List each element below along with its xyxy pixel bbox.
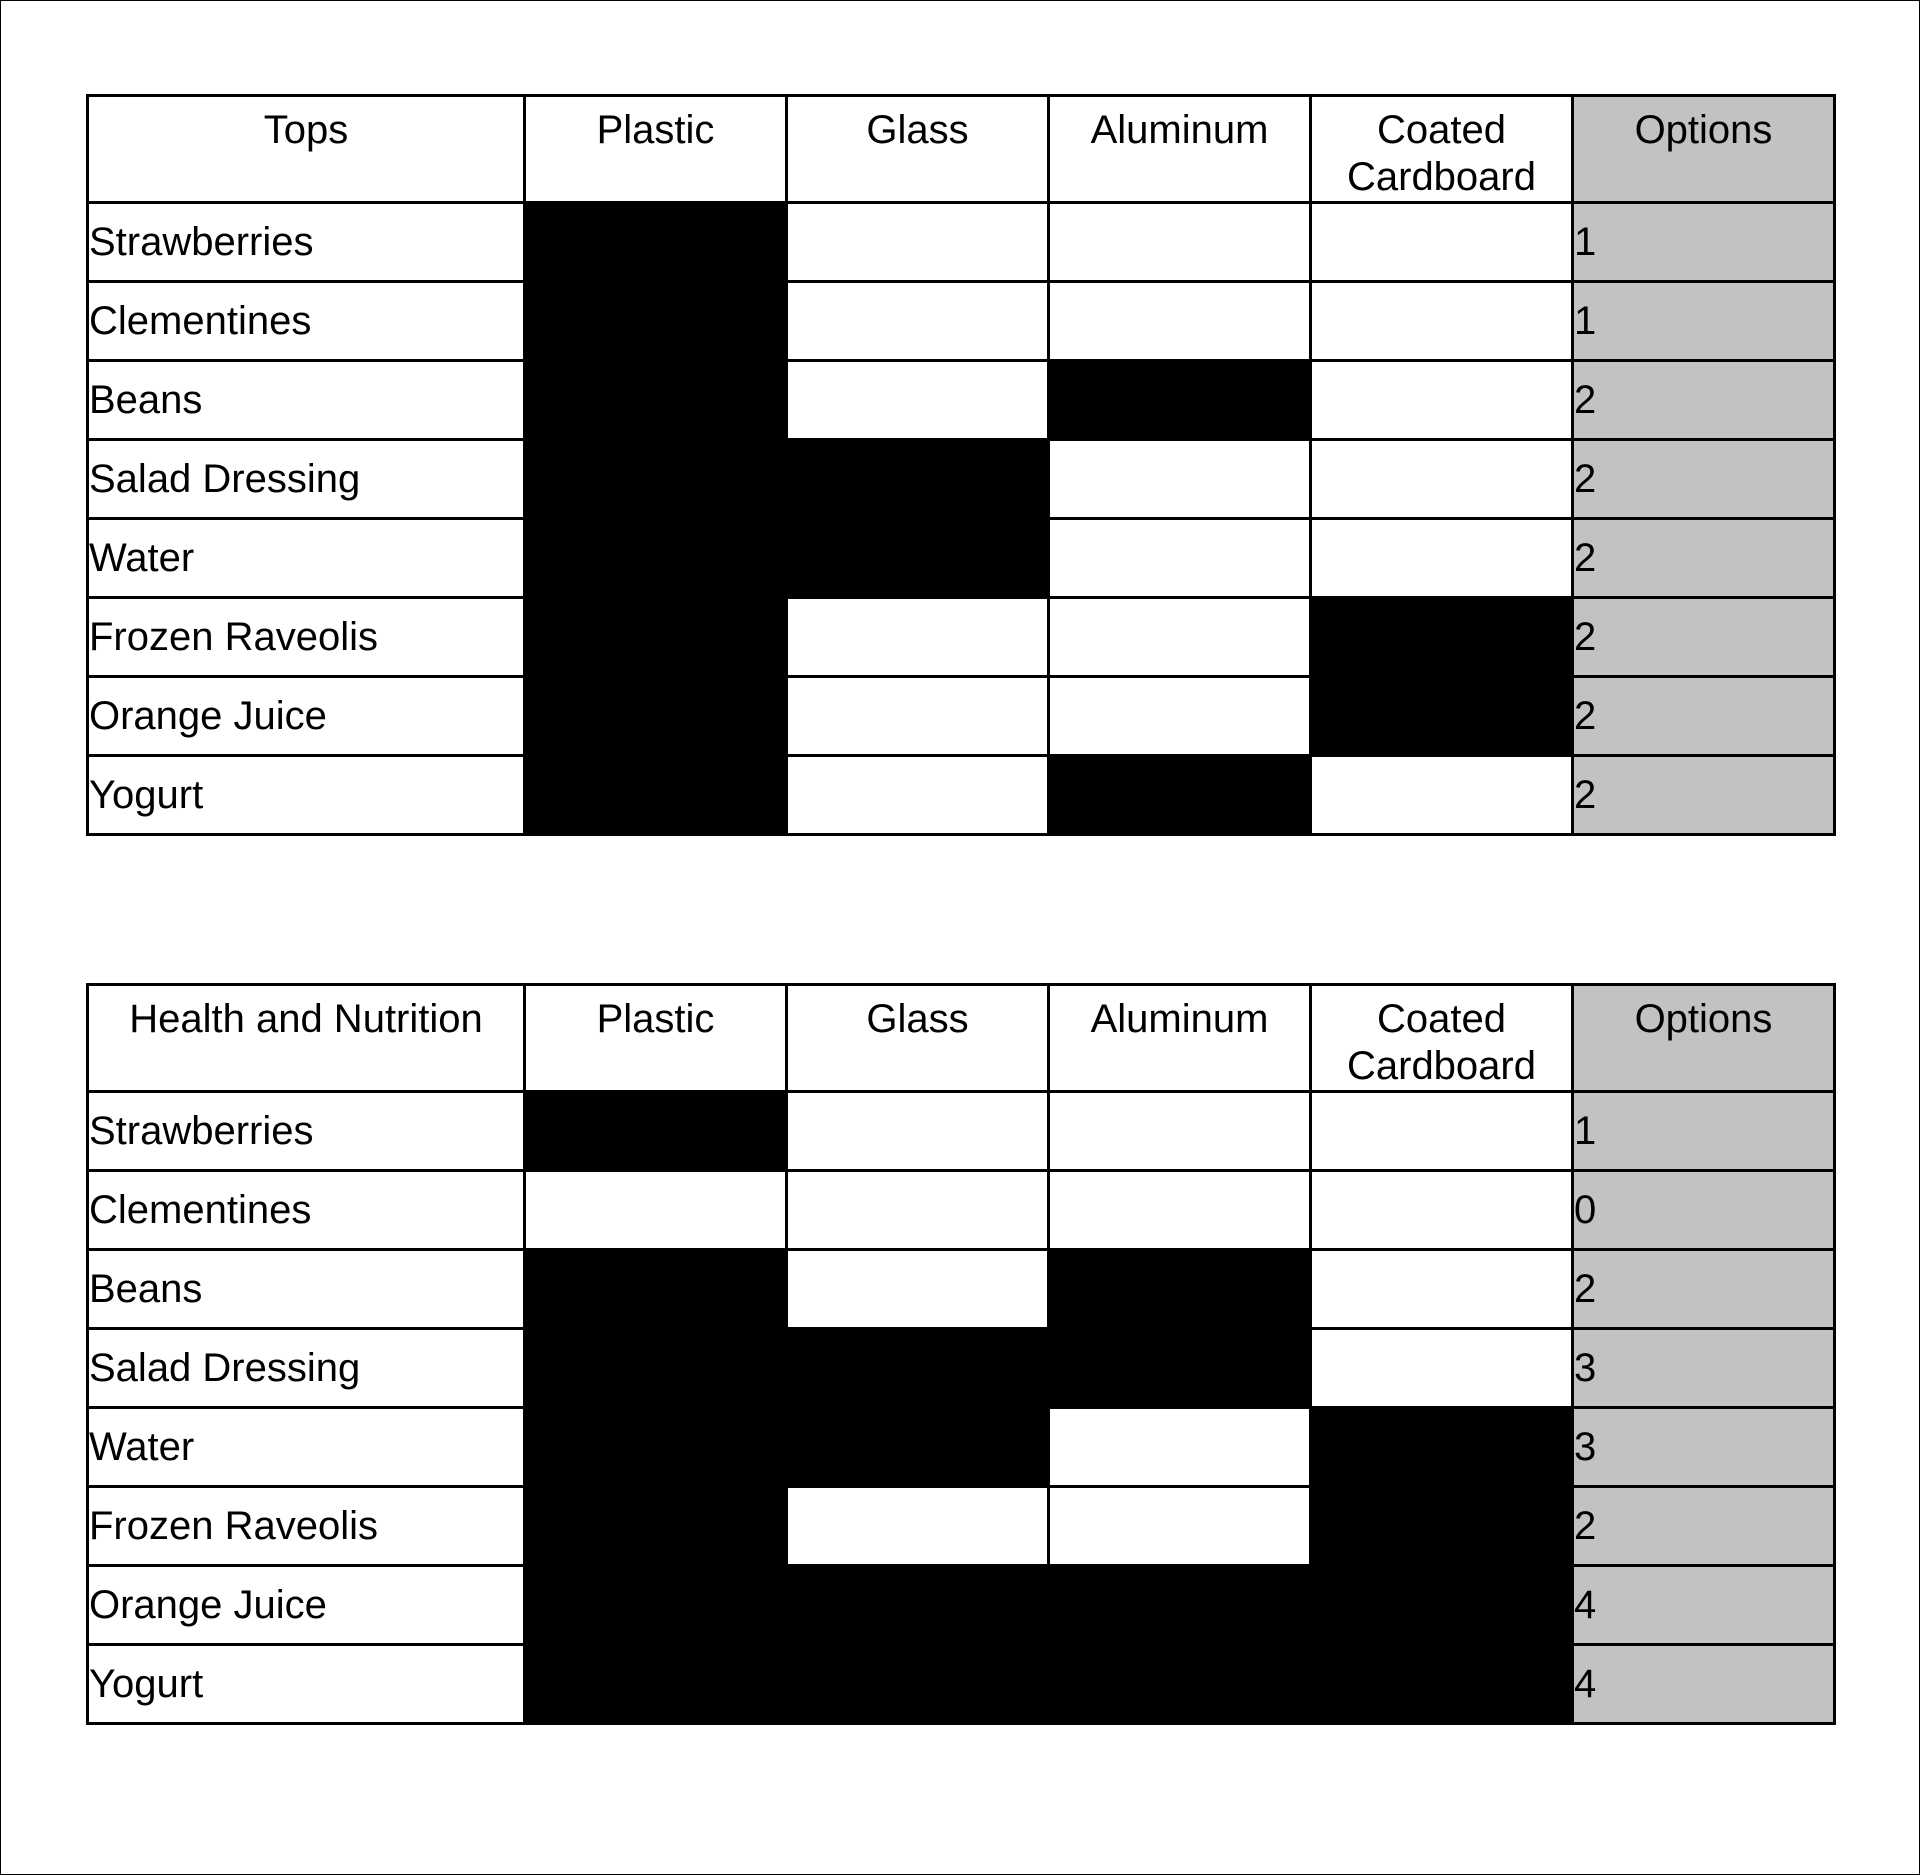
cell-plastic-filled [525, 1566, 787, 1645]
header-options: Options [1573, 985, 1835, 1092]
cell-coated-cardboard-filled [1311, 677, 1573, 756]
cell-aluminum-filled [1049, 756, 1311, 835]
cell-coated-cardboard-empty [1311, 1329, 1573, 1408]
header-plastic: Plastic [525, 96, 787, 203]
cell-glass-empty [787, 598, 1049, 677]
item-label: Yogurt [88, 756, 525, 835]
table-row [88, 519, 1835, 598]
header-coated-cardboard: Coated Cardboard [1311, 96, 1573, 203]
header-glass: Glass [787, 985, 1049, 1092]
cell-coated-cardboard-empty [1311, 361, 1573, 440]
table-row [88, 1645, 1835, 1724]
item-label: Yogurt [88, 1645, 525, 1724]
cell-glass-empty [787, 203, 1049, 282]
cell-coated-cardboard-empty [1311, 440, 1573, 519]
cell-coated-cardboard-filled [1311, 1408, 1573, 1487]
item-label: Salad Dressing [88, 1329, 525, 1408]
cell-glass-filled [787, 519, 1049, 598]
table-row [88, 282, 1835, 361]
cell-glass-filled [787, 1566, 1049, 1645]
cell-aluminum-filled [1049, 361, 1311, 440]
header-coated-cardboard: Coated Cardboard [1311, 985, 1573, 1092]
cell-aluminum-empty [1049, 282, 1311, 361]
cell-coated-cardboard-empty [1311, 282, 1573, 361]
cell-plastic-filled [525, 440, 787, 519]
cell-coated-cardboard-filled [1311, 1487, 1573, 1566]
health-nutrition-table [86, 983, 1836, 1725]
options-count: 2 [1573, 756, 1835, 835]
header-plastic: Plastic [525, 985, 787, 1092]
cell-plastic-filled [525, 1408, 787, 1487]
item-label: Orange Juice [88, 1566, 525, 1645]
cell-coated-cardboard-empty [1311, 1250, 1573, 1329]
options-count: 3 [1573, 1329, 1835, 1408]
cell-glass-empty [787, 1250, 1049, 1329]
cell-glass-empty [787, 361, 1049, 440]
table-row [88, 361, 1835, 440]
table-row [88, 1171, 1835, 1250]
table-row [88, 1329, 1835, 1408]
cell-glass-empty [787, 1092, 1049, 1171]
cell-plastic-filled [525, 361, 787, 440]
table-title: Health and Nutrition [88, 985, 525, 1092]
options-count: 2 [1573, 519, 1835, 598]
header-aluminum: Aluminum [1049, 96, 1311, 203]
cell-aluminum-empty [1049, 1171, 1311, 1250]
cell-aluminum-empty [1049, 203, 1311, 282]
item-label: Strawberries [88, 1092, 525, 1171]
table-row [88, 1250, 1835, 1329]
item-label: Water [88, 519, 525, 598]
item-label: Beans [88, 361, 525, 440]
cell-aluminum-empty [1049, 677, 1311, 756]
header-aluminum: Aluminum [1049, 985, 1311, 1092]
item-label: Frozen Raveolis [88, 1487, 525, 1566]
header-row [88, 96, 1835, 203]
cell-glass-filled [787, 1329, 1049, 1408]
header-options: Options [1573, 96, 1835, 203]
options-count: 2 [1573, 677, 1835, 756]
cell-plastic-filled [525, 677, 787, 756]
cell-plastic-filled [525, 1645, 787, 1724]
item-label: Salad Dressing [88, 440, 525, 519]
cell-plastic-filled [525, 519, 787, 598]
cell-coated-cardboard-empty [1311, 756, 1573, 835]
tops-table [86, 94, 1836, 836]
options-count: 2 [1573, 361, 1835, 440]
options-count: 3 [1573, 1408, 1835, 1487]
options-count: 2 [1573, 598, 1835, 677]
cell-aluminum-filled [1049, 1645, 1311, 1724]
cell-plastic-filled [525, 1329, 787, 1408]
item-label: Clementines [88, 282, 525, 361]
cell-coated-cardboard-empty [1311, 1092, 1573, 1171]
cell-aluminum-empty [1049, 1092, 1311, 1171]
cell-glass-filled [787, 1408, 1049, 1487]
table-row [88, 1092, 1835, 1171]
table-row [88, 203, 1835, 282]
cell-plastic-empty [525, 1171, 787, 1250]
cell-plastic-filled [525, 1250, 787, 1329]
cell-plastic-filled [525, 1487, 787, 1566]
cell-coated-cardboard-empty [1311, 1171, 1573, 1250]
cell-glass-empty [787, 1171, 1049, 1250]
item-label: Orange Juice [88, 677, 525, 756]
options-count: 2 [1573, 1250, 1835, 1329]
options-count: 4 [1573, 1566, 1835, 1645]
options-count: 1 [1573, 1092, 1835, 1171]
item-label: Beans [88, 1250, 525, 1329]
item-label: Strawberries [88, 203, 525, 282]
header-glass: Glass [787, 96, 1049, 203]
table-row [88, 440, 1835, 519]
item-label: Water [88, 1408, 525, 1487]
cell-glass-empty [787, 282, 1049, 361]
table-row [88, 756, 1835, 835]
cell-plastic-filled [525, 203, 787, 282]
options-count: 2 [1573, 1487, 1835, 1566]
cell-glass-empty [787, 1487, 1049, 1566]
cell-plastic-filled [525, 282, 787, 361]
item-label: Frozen Raveolis [88, 598, 525, 677]
cell-plastic-filled [525, 598, 787, 677]
cell-aluminum-empty [1049, 519, 1311, 598]
cell-plastic-filled [525, 1092, 787, 1171]
cell-plastic-filled [525, 756, 787, 835]
options-count: 0 [1573, 1171, 1835, 1250]
options-count: 2 [1573, 440, 1835, 519]
item-label: Clementines [88, 1171, 525, 1250]
cell-aluminum-filled [1049, 1250, 1311, 1329]
cell-coated-cardboard-filled [1311, 1645, 1573, 1724]
cell-coated-cardboard-empty [1311, 519, 1573, 598]
table-row [88, 677, 1835, 756]
table-title: Tops [88, 96, 525, 203]
options-count: 1 [1573, 203, 1835, 282]
cell-coated-cardboard-filled [1311, 598, 1573, 677]
cell-glass-empty [787, 677, 1049, 756]
cell-aluminum-filled [1049, 1329, 1311, 1408]
cell-glass-filled [787, 440, 1049, 519]
cell-aluminum-filled [1049, 1566, 1311, 1645]
table-row [88, 1487, 1835, 1566]
cell-glass-empty [787, 756, 1049, 835]
cell-glass-filled [787, 1645, 1049, 1724]
cell-coated-cardboard-filled [1311, 1566, 1573, 1645]
table-row [88, 1566, 1835, 1645]
cell-aluminum-empty [1049, 1487, 1311, 1566]
options-count: 1 [1573, 282, 1835, 361]
table-row [88, 1408, 1835, 1487]
cell-coated-cardboard-empty [1311, 203, 1573, 282]
cell-aluminum-empty [1049, 598, 1311, 677]
cell-aluminum-empty [1049, 440, 1311, 519]
cell-aluminum-empty [1049, 1408, 1311, 1487]
header-row [88, 985, 1835, 1092]
options-count: 4 [1573, 1645, 1835, 1724]
table-row [88, 598, 1835, 677]
